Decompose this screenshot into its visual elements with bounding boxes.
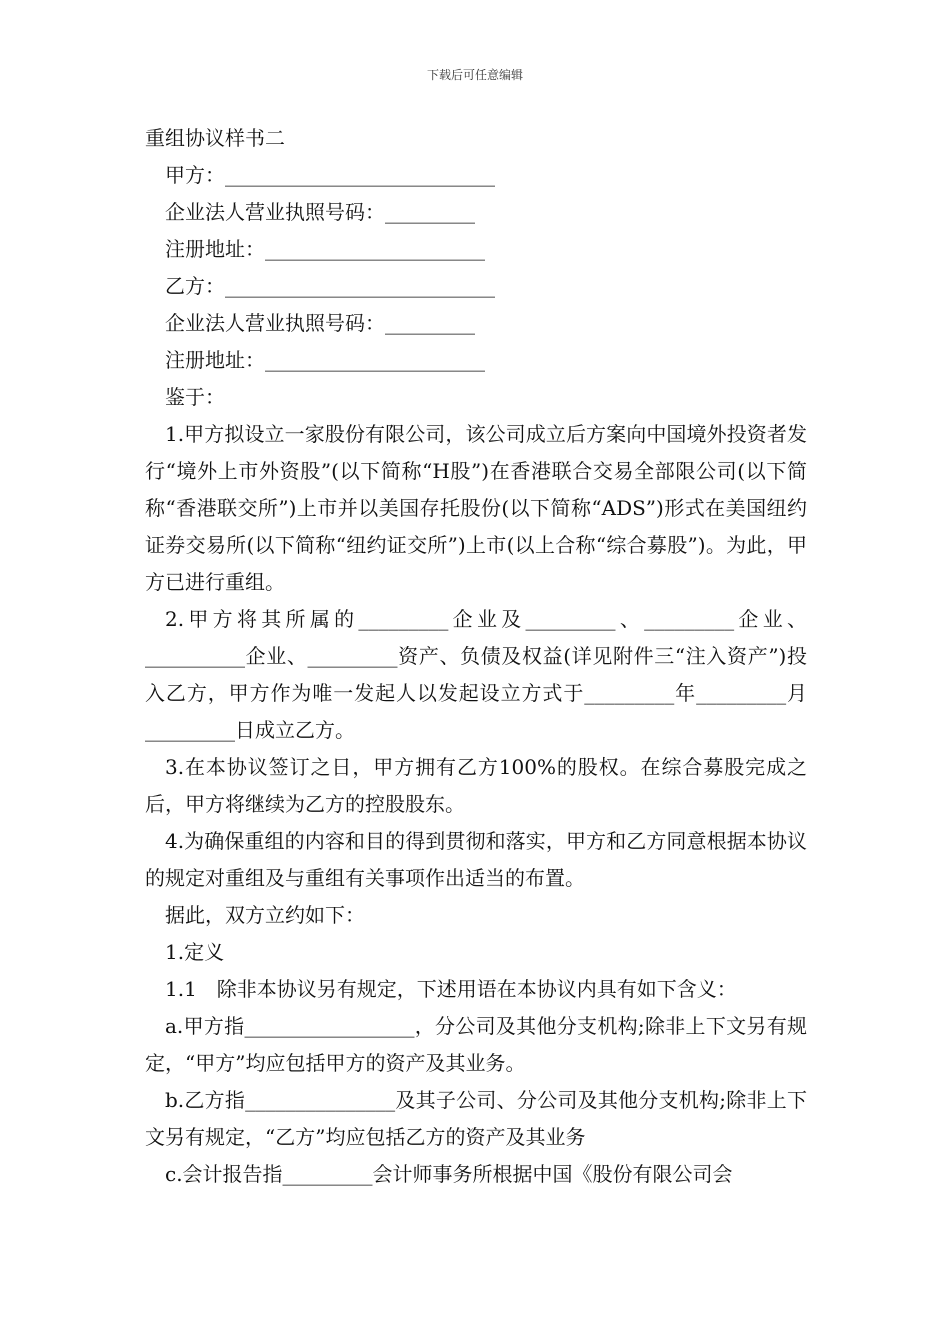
agreement-intro: 据此，双方立约如下： bbox=[165, 903, 365, 927]
definition-a: a.甲方指_________________，分公司及其他分支机构;除非上下文另有规定，“甲方”均应包括甲方的资产及其业务。 bbox=[145, 1014, 807, 1075]
section-1-heading: 1.定义 bbox=[165, 940, 225, 964]
recital-1: 1.甲方拟设立一家股份有限公司，该公司成立后方案向中国境外投资者发行“境外上市外资股”(以下简称“H股”)在香港联合交易全部限公司(以下简称“香港联交所”)上市并以美国存托股份(以下简称“ADS”)形式在美国纽约证券交易所(以下简称“纽约证交所”)上市(以上合称“综合募股”)。为此，甲方已进行重组。 bbox=[145, 422, 807, 594]
party-b-line: 乙方：___________________________ bbox=[165, 274, 495, 298]
party-b-address-line: 注册地址：______________________ bbox=[165, 348, 485, 372]
whereas-heading: 鉴于： bbox=[165, 385, 225, 409]
page-header-note: 下载后可任意编辑 bbox=[426, 68, 523, 82]
definition-c: c.会计报告指_________会计师事务所根据中国《股份有限公司会 bbox=[165, 1162, 733, 1186]
party-a-license-line: 企业法人营业执照号码：_________ bbox=[165, 200, 475, 224]
definition-b: b.乙方指_______________及其子公司、分公司及其他分支机构;除非上下文另有规定，“乙方”均应包括乙方的资产及其业务 bbox=[145, 1088, 807, 1149]
document-body bbox=[145, 120, 807, 1193]
recital-2: 2.甲方将其所属的_________企业及_________、_________企业、__________企业、_________资产、负债及权益(详见附件三“注入资产”)投入乙方，甲方作为唯一发起人以发起设立方式于_________年_________月_________日成立乙方。 bbox=[145, 607, 807, 742]
document-title: 重组协议样书二 bbox=[145, 126, 285, 150]
recital-3: 3.在本协议签订之日，甲方拥有乙方100%的股权。在综合募股完成之后，甲方将继续为乙方的控股股东。 bbox=[145, 755, 807, 816]
party-b-license-line: 企业法人营业执照号码：_________ bbox=[165, 311, 475, 335]
party-a-address-line: 注册地址：______________________ bbox=[165, 237, 485, 261]
clause-1-1: 1.1 除非本协议另有规定，下述用语在本协议内具有如下含义： bbox=[165, 977, 737, 1001]
party-a-line: 甲方：___________________________ bbox=[165, 163, 495, 187]
recital-4: 4.为确保重组的内容和目的得到贯彻和落实，甲方和乙方同意根据本协议的规定对重组及与重组有关事项作出适当的布置。 bbox=[145, 829, 807, 890]
